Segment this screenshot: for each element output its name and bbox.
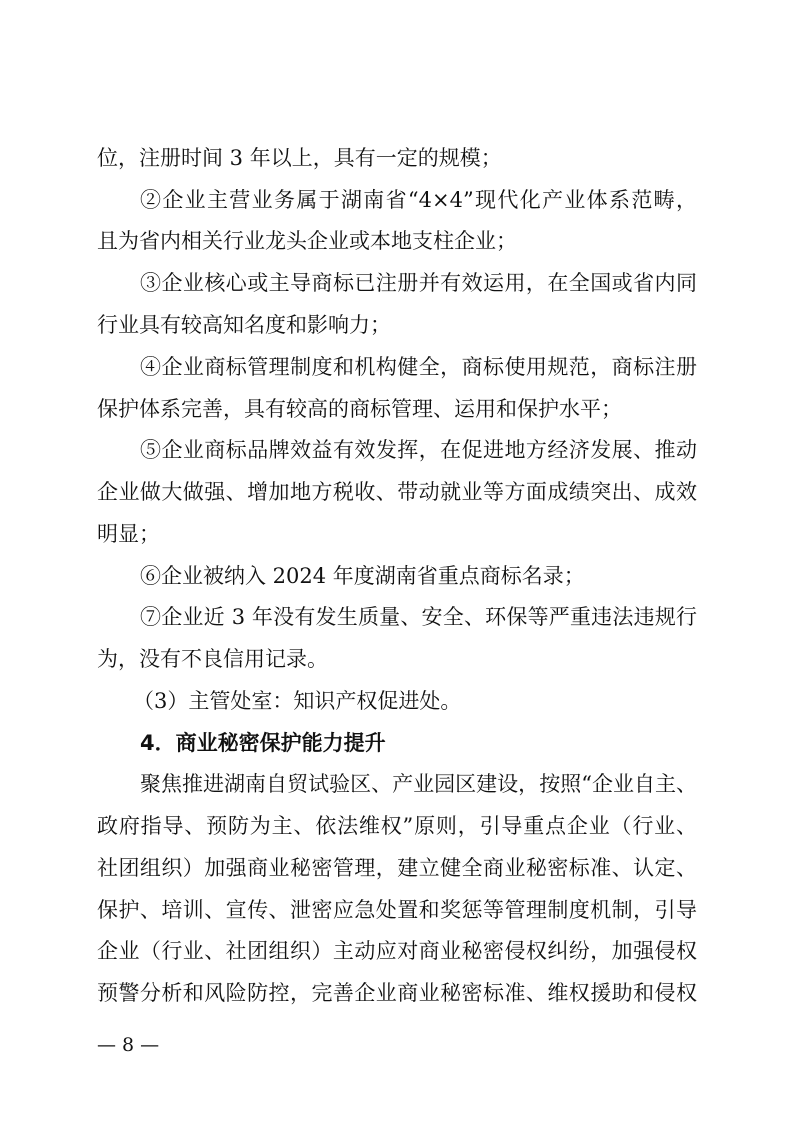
- text-line: （3）主管处室：知识产权促进处。: [133, 689, 462, 713]
- text-line: 明显；: [97, 522, 160, 546]
- text-line: ⑦企业近 3 年没有发生质量、安全、环保等严重违法违规行: [140, 605, 697, 629]
- text-line: 聚焦推进湖南自贸试验区、产业园区建设，按照“企业自主、: [140, 772, 697, 796]
- text-line: 社团组织）加强商业秘密管理，建立健全商业秘密标准、认定、: [97, 856, 697, 880]
- section-heading: 4．商业秘密保护能力提升: [140, 731, 386, 755]
- text-line: 政府指导、预防为主、依法维权”原则，引导重点企业（行业、: [97, 814, 697, 838]
- text-line: 为，没有不良信用记录。: [97, 647, 328, 671]
- page-number: — 8 —: [97, 1034, 160, 1056]
- text-line: 位，注册时间 3 年以上，具有一定的规模；: [97, 146, 502, 170]
- text-line: 行业具有较高知名度和影响力；: [97, 313, 391, 337]
- text-line: 保护体系完善，具有较高的商标管理、运用和保护水平；: [97, 397, 622, 421]
- text-line: 预警分析和风险防控，完善企业商业秘密标准、维权援助和侵权: [97, 981, 697, 1005]
- text-line: 且为省内相关行业龙头企业或本地支柱企业；: [97, 229, 517, 253]
- text-line: ⑤企业商标品牌效益有效发挥，在促进地方经济发展、推动: [140, 438, 697, 462]
- text-line: 企业（行业、社团组织）主动应对商业秘密侵权纠纷，加强侵权: [97, 939, 697, 963]
- text-line: ③企业核心或主导商标已注册并有效运用，在全国或省内同: [140, 271, 697, 295]
- text-line: ⑥企业被纳入 2024 年度湖南省重点商标名录；: [140, 564, 585, 588]
- text-line: 企业做大做强、增加地方税收、带动就业等方面成绩突出、成效: [97, 480, 697, 504]
- text-line: 保护、培训、宣传、泄密应急处置和奖惩等管理制度机制，引导: [97, 898, 697, 922]
- text-line: ②企业主营业务属于湖南省“4×4”现代化产业体系范畴，: [140, 188, 697, 212]
- text-line: ④企业商标管理制度和机构健全，商标使用规范，商标注册: [140, 355, 697, 379]
